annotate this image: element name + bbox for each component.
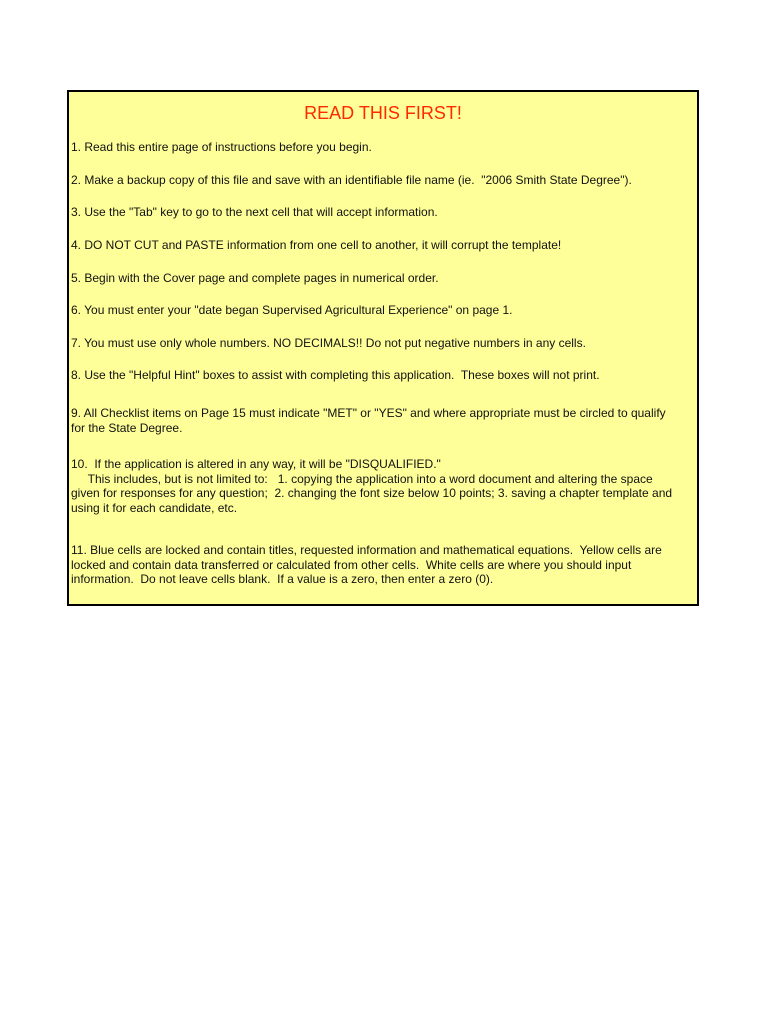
instruction-5: 5. Begin with the Cover page and complete pages in numerical order. [71,271,439,285]
instruction-6: 6. You must enter your "date began Supervised Agricultural Experience" on page 1. [71,303,513,317]
instruction-11: 11. Blue cells are locked and contain titles, requested information and mathematical equations. Yellow cells are locked and contain data transferred or calculated from other cells. White cells are where you should input information. Do not leave cells blank. If a value is a zero, then enter a zero (0). [71,543,662,586]
instruction-9: 9. All Checklist items on Page 15 must indicate "MET" or "YES" and where appropriate must be circled to qualify for the State Degree. [71,406,666,435]
instructions-box [67,90,699,606]
instruction-3: 3. Use the "Tab" key to go to the next cell that will accept information. [71,205,438,219]
instruction-2: 2. Make a backup copy of this file and save with an identifiable file name (ie. "2006 Smith State Degree"). [71,173,632,187]
instruction-8: 8. Use the "Helpful Hint" boxes to assist with completing this application. These boxes will not print. [71,368,600,382]
instruction-7: 7. You must use only whole numbers. NO DECIMALS!! Do not put negative numbers in any cells. [71,336,586,350]
instruction-1: 1. Read this entire page of instructions before you begin. [71,140,372,154]
instruction-10: 10. If the application is altered in any way, it will be "DISQUALIFIED." This includes, but is not limited to: 1. copying the application into a word document and altering the space given for responses for any question; 2. changing the font size below 10 points; 3. saving a chapter template and using it for each candidate, etc. [71,457,673,515]
instruction-4: 4. DO NOT CUT and PASTE information from one cell to another, it will corrupt the template! [71,238,562,252]
notice-title: READ THIS FIRST! [304,103,462,123]
